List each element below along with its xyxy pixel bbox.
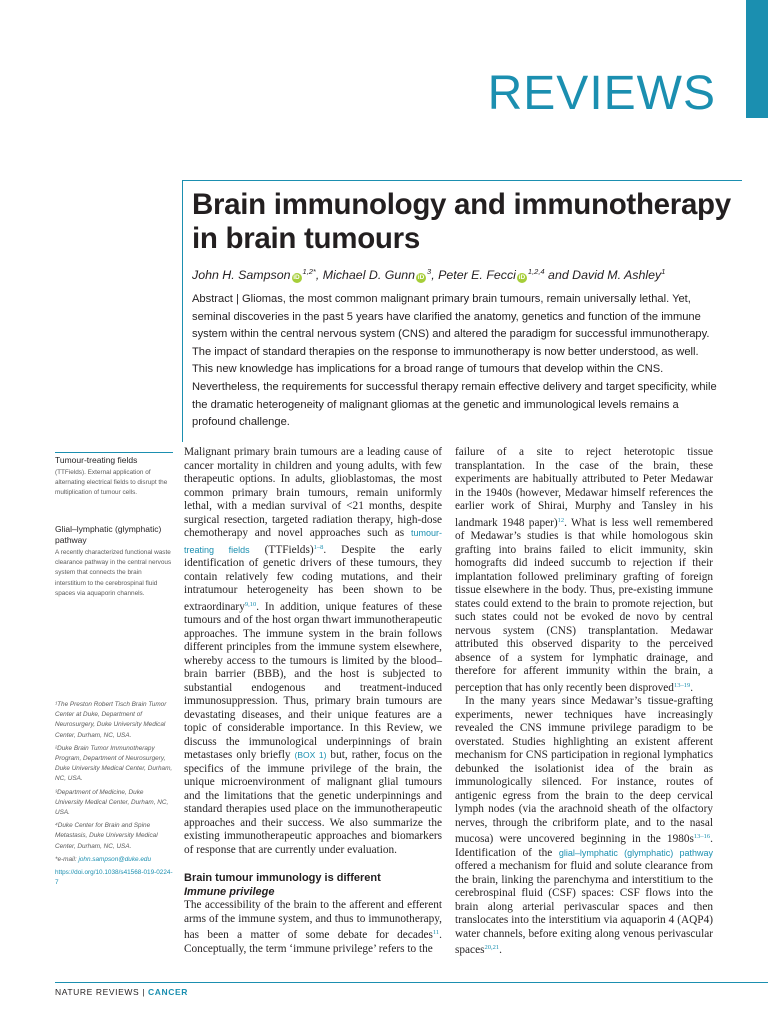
- footer: [55, 987, 188, 997]
- glossary-term-title: Glial–lymphatic (glymphatic) pathway: [55, 524, 162, 545]
- affiliation: ⁴Duke Center for Brain and Spine Metastasis, Duke University Medical Center, Durham, NC, USA.: [55, 822, 158, 850]
- email-link[interactable]: john.sampson@duke.edu: [78, 855, 152, 863]
- affiliations: [55, 700, 173, 888]
- author-name[interactable]: Michael D. Gunn: [322, 268, 416, 283]
- section-heading: Brain tumour immunology is different: [184, 872, 381, 884]
- header-accent-bar: [746, 0, 768, 118]
- author-separator: ,: [431, 268, 439, 283]
- orcid-icon[interactable]: iD: [518, 274, 526, 282]
- author-name[interactable]: Peter E. Fecci: [438, 268, 516, 283]
- section-label: REVIEWS: [487, 67, 716, 120]
- citation-link[interactable]: 20,21: [484, 944, 500, 951]
- citation-link[interactable]: 13–19: [673, 681, 691, 689]
- citation-link[interactable]: 13–16: [693, 833, 711, 840]
- citation-link[interactable]: 1–8: [313, 543, 324, 551]
- affiliation: ²Duke Brain Tumor Immunotherapy Program, Department of Neurosurgery, Duke University Medical Center, Durham, NC, USA.: [55, 744, 173, 783]
- footer-separator: |: [139, 987, 149, 997]
- author-name[interactable]: David M. Ashley: [572, 268, 662, 283]
- article-title: Brain immunology and immunotherapy in brain tumours: [192, 188, 731, 255]
- citation-link[interactable]: 9,10: [244, 600, 257, 608]
- affiliation: ³Department of Medicine, Duke University Medical Center, Durham, NC, USA.: [55, 788, 169, 817]
- affiliation: ¹The Preston Robert Tisch Brain Tumor Center at Duke, Department of Neurosurgery, Duke University Medical Center, Durham, NC, USA.: [55, 701, 167, 739]
- glossary-rule: [55, 452, 173, 453]
- glossary-term-1: [55, 455, 173, 499]
- glossary-link-ttfields[interactable]: tumour-treating fields: [184, 528, 442, 555]
- author-separator: ,: [315, 268, 323, 283]
- glossary-term-2: [55, 524, 173, 599]
- body-column-1: [184, 446, 442, 956]
- glossary-link-glymphatic[interactable]: glial–lymphatic (glymphatic) pathway: [558, 847, 713, 858]
- body-paragraph: failure of a site to reject heterotopic tissue transplantation. In the case of the brain, these experiments are habitually attributed to Peter Medawar in the 1940s (however, Medawar himself references the earlier work of Shirai, Murphy and Tansley in his landmark 1948 paper)$^{12}$. What is less well remembered of Medawar’s studies is that while homologous skin grafting into brains failed to elicit immunity, skin homografts did indeed succumb to rejection if their implantation followed preliminary grafting of foreign tissue elsewhere in the body. Thus, pre-existing immune states could extend to the brain to promote rejection, but such states could not be evoked de novo by central nervous system (CNS) transplantation. Medawar attributed this observed disparity to the perceived absence of a system for lymphatic drainage, and therefore for afferent immunity within the brain, a perception that has only recently been disproved$^{13-19}$.: [455, 446, 713, 694]
- author-affiliation-marker: 1,2,4: [527, 267, 545, 276]
- author-affiliation-marker: 3: [427, 267, 432, 276]
- doi-link[interactable]: https://doi.org/10.1038/s41568-019-0224-7: [55, 869, 173, 887]
- body-column-2: [455, 446, 713, 958]
- citation-link[interactable]: 11: [432, 929, 440, 936]
- glossary-term-definition: A recently characterized functional waste clearance pathway in the central nervous system that connects the brain interstitium to the cerebrospinal fluid spaces via aquaporin channels.: [55, 549, 172, 597]
- journal-name: NATURE REVIEWS: [55, 987, 140, 997]
- abstract-text: Gliomas, the most common malignant primary brain tumours, remain universally lethal. Yet, seminal discoveries in the past 5 years have clarified the anatomy, genetics and function of the immune system within the central nervous system (CNS) and altered the paradigm for successful immunotherapy. The impact of standard therapies on the response to immunotherapy is now better understood, as well. This new knowledge has implications for a broad range of tumours that develop within the CNS. Nevertheless, the requirements for successful therapy remain effective delivery and target specificity, while the dramatic heterogeneity of malignant gliomas at the genetic and immunological levels remains a profound challenge.: [192, 293, 717, 429]
- citation-link[interactable]: 12: [557, 516, 565, 524]
- subsection-heading: Immune privilege: [184, 886, 275, 898]
- box-link[interactable]: (BOX 1): [294, 750, 327, 760]
- body-paragraph: In the many years since Medawar’s tissue-grafting experiments, newer techniques have increasingly revealed the CNS immune privilege paradigm to be overstated. Studies highlighting an existent afferent mechanism for CNS participation in regional lymphatics debunked the isolationist idea of the brain as immunologically silenced. For instance, routes of antigenic egress from the brain to the deep cervical lymph nodes (via the arachnoid sheath of the olfactory nerves, through the cribriform plate, and to the nasal mucosa) were uncovered beginning in the 1980s$^{13-16}$. Identification of the glial–lymphatic (glymphatic) pathway offered a mechanism for fluid and solute clearance from the brain, linking the parenchyma and interstitium to the cerebrospinal fluid (CSF) spaces: CSF flows into the brain along arterial perivascular spaces and then translocates into the interstitium via aquaporin 4 (AQP4) water channels, before exiting along venous perivascular spaces$^{20,21}$.: [455, 695, 713, 956]
- footer-rule: [55, 982, 768, 983]
- author-list: [192, 267, 732, 283]
- author-separator: and: [544, 268, 573, 283]
- author-affiliation-marker: 1: [661, 267, 666, 276]
- body-paragraph: The accessibility of the brain to the afferent and efferent arms of the immune system, and thus to immunotherapy, has been a matter of some debate for decades$^{11}$. Conceptually, the term ‘immune privilege’ refers to the: [184, 899, 442, 955]
- email-label: *e-mail:: [55, 855, 79, 863]
- orcid-icon[interactable]: iD: [417, 274, 425, 282]
- abstract: [192, 291, 720, 432]
- orcid-icon[interactable]: iD: [293, 274, 300, 282]
- glossary-term-title: Tumour-treating fields: [55, 455, 138, 465]
- body-paragraph: Malignant primary brain tumours are a leading cause of cancer mortality in children and young adults, with few therapeutic options. In adults, glioblastomas, the most common primary brain tumours, remain uniformly lethal, with a median survival of <21 months, despite surgical resection, targeted radiation therapy, high-dose chemotherapy and novel approaches such as tumour-treating fields (TTFields)$^{1-8}$. Despite the early identification of genetic drivers of these tumours, they contain relatively few coding mutations, and their intratumour heterogeneity has been shown to be extraordinary$^{9,10}$. In addition, unique features of these tumours and of the host organ thwart immunotherapeutic approaches. The immune system in the brain follows different principles from the immune system elsewhere, whereby access to the tumours is limited by the blood–brain barrier (BBB), and the host is subjected to substantial endogenous and treatment-induced immunosuppression. Thus, primary brain tumours are devastating diseases, and their unique features are a topic of considerable importance. In this Review, we discuss the immunological underpinnings of brain metastases only briefly (BOX 1) but, rather, focus on the specifics of the immune privilege of the brain, the unique microenvironment of malignant glial tumours and the limitations that the genetic underpinnings and standard therapies used place on the immunotherapeutic approaches and their success. We also summarize the existing immunotherapeutic approaches and biomarkers of response that are currently under evaluation.: [184, 446, 442, 856]
- journal-section: CANCER: [148, 987, 188, 997]
- abstract-label: Abstract |: [192, 293, 242, 305]
- glossary-term-definition: (TTFields). External application of alternating electrical fields to disrupt the multiplication of tumour cells.: [55, 469, 168, 497]
- author-name[interactable]: John H. Sampson: [192, 268, 291, 283]
- author-affiliation-marker: 1,2*: [302, 267, 316, 276]
- correspondence-email: [55, 855, 173, 865]
